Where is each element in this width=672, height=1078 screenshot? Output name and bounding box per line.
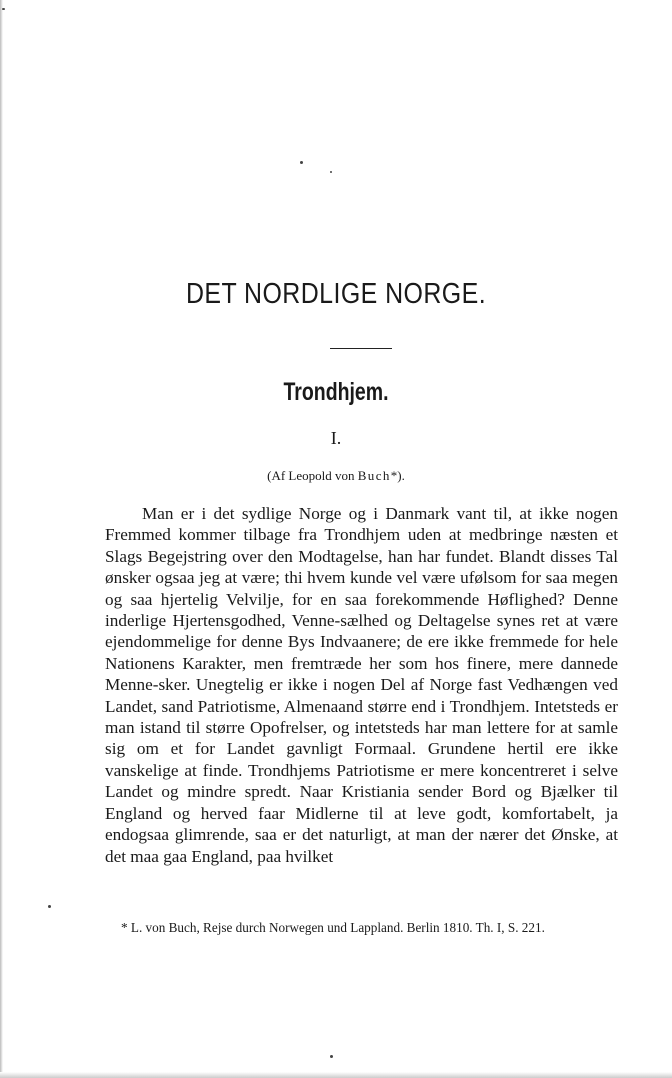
byline-suffix: *). xyxy=(390,468,405,483)
speck xyxy=(330,171,332,173)
body-paragraph: Man er i det sydlige Norge og i Danmark vant til, at ikke nogen Fremmed kommer tilbage fra Trondhjem uden at medbringe næsten et Slags Begejstring over den Modtagelse, han har fundet. Blandt disses Tal ønsker ogsaa jeg at være; thi hvem kunde vel være ufølsom for saa megen og saa hjertelig Velvilje, for en saa forekommende Høflighed? Denne inderlige Hjertensgodhed, Venne-sælhed og Deltagelse synes ret at være ejendommelige for denne Bys Indvaanere; de ere ikke fremmede for hele Nationens Karakter, men fremtræde her som hos finere, mere dannede Menne-sker. Unegtelig er ikke i nogen Del af Norge fast Vedhængen ved Landet, sand Patriotisme, Almenaand større end i Trondhjem. Intetsteds er man istand til større Opofrelser, og intetsteds har man lettere for at samle sig om et for Landet gavnligt Formaal. Grundene hertil ere ikke vanskelige at finde. Trondhjems Patriotisme er mere koncentreret i selve Landet og mindre spredt. Naar Kristiania sender Bord og Bjælker til England og herved faar Midlerne til at leve godt, komfortabelt, ja endogsaa glimrende, saa er det naturligt, at man der nærer det Ønske, at det maa gaa England, paa hvilket xyxy=(105,504,618,866)
speck xyxy=(2,8,5,10)
speck xyxy=(330,1055,333,1058)
body-text xyxy=(105,503,618,867)
page-edge-shadow xyxy=(0,0,3,1078)
section-numeral: I. xyxy=(330,428,342,448)
title-divider xyxy=(330,348,392,349)
speck xyxy=(300,161,303,164)
page-edge-shadow-bottom xyxy=(0,1072,672,1078)
chapter-title: DET NORDLIGE NORGE. xyxy=(185,278,487,310)
section-title: Trondhjem. xyxy=(283,378,389,406)
footnote-text: * L. von Buch, Rejse durch Norwegen und Lappland. Berlin 1810. Th. I, S. 221. xyxy=(121,920,545,935)
byline-author: Buch xyxy=(357,468,391,483)
footnote xyxy=(105,917,618,938)
speck xyxy=(48,905,51,908)
byline xyxy=(0,468,672,484)
byline-prefix: (Af Leopold von xyxy=(267,468,355,483)
footnote-divider xyxy=(105,907,618,908)
